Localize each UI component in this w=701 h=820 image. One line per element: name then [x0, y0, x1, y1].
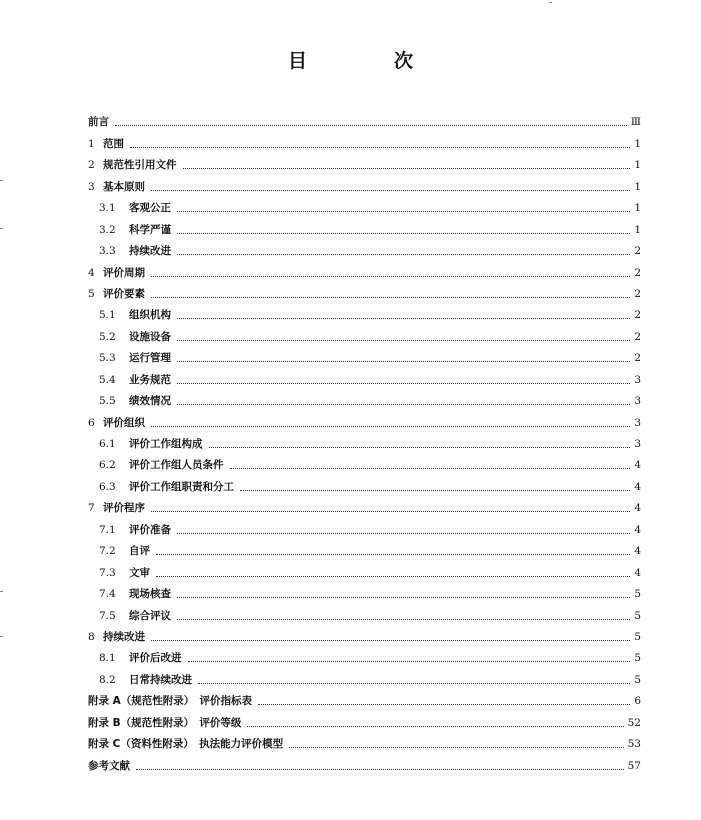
- toc-entry[interactable]: [88, 365, 641, 386]
- dot-leader: [209, 446, 631, 448]
- toc-entry-page: 2: [634, 266, 641, 279]
- toc-entry-number: 1: [88, 137, 95, 150]
- toc-entry-number: 5: [88, 287, 95, 300]
- toc-entry-page: 2: [634, 330, 641, 343]
- toc-entry[interactable]: [88, 494, 641, 515]
- toc-entry-label: 评价准备: [129, 523, 171, 536]
- dot-leader: [183, 167, 631, 169]
- toc-entry-number: 7.4: [99, 588, 116, 601]
- toc-entry-label: 附录 C（资料性附录） 执法能力评价模型: [88, 738, 284, 751]
- dot-leader: [151, 296, 630, 298]
- toc-entry-number: 8.2: [99, 673, 116, 686]
- dot-leader: [136, 768, 624, 770]
- scan-mark: [0, 228, 3, 229]
- dot-leader: [230, 467, 631, 469]
- toc-entry-page: 4: [634, 502, 641, 515]
- toc-entry[interactable]: [88, 215, 641, 236]
- toc-entry-number: 7.2: [99, 545, 116, 558]
- toc-entry-number: 8: [88, 630, 95, 643]
- toc-entry[interactable]: [88, 665, 641, 686]
- toc-entry[interactable]: [88, 301, 641, 322]
- toc-entry-label: 评价工作组人员条件: [129, 459, 224, 472]
- toc-entry-label: 参考文献: [88, 759, 130, 772]
- toc-entry-page: 1: [634, 159, 641, 172]
- dot-leader: [151, 639, 630, 641]
- dot-leader: [151, 510, 630, 512]
- toc-entry-page: 1: [634, 180, 641, 193]
- toc-entry-label: 评价工作组构成: [129, 438, 203, 450]
- toc-entry-page: 5: [634, 673, 641, 686]
- toc-entry-number: 3.2: [99, 223, 116, 236]
- toc-entry[interactable]: [88, 730, 641, 751]
- toc-entry-number: 4: [88, 266, 95, 279]
- toc-entry-page: 4: [634, 480, 641, 493]
- toc-entry[interactable]: [88, 558, 641, 579]
- toc-entry-page: 1: [634, 137, 641, 150]
- toc-entry-label: 评价工作组职责和分工: [129, 480, 234, 493]
- toc-entry-label: 现场核查: [129, 588, 171, 601]
- page-title: 目 次: [287, 50, 447, 72]
- toc-entry[interactable]: [88, 580, 641, 601]
- toc-entry[interactable]: [88, 344, 641, 365]
- dot-leader: [188, 660, 631, 662]
- toc-entry-label: 评价程序: [103, 502, 145, 515]
- toc-entry-number: 5.1: [99, 309, 116, 322]
- toc-entry[interactable]: [88, 537, 641, 558]
- scan-mark: [0, 636, 3, 637]
- toc-entry[interactable]: [88, 408, 641, 429]
- dot-leader: [177, 317, 630, 319]
- scan-mark: [0, 180, 3, 181]
- dot-leader: [177, 618, 630, 620]
- toc-entry-number: 5.3: [99, 352, 116, 365]
- toc-entry[interactable]: [88, 451, 641, 472]
- toc-entry-number: 7: [88, 502, 95, 515]
- toc-entry[interactable]: [88, 322, 641, 343]
- toc-entry-label: 前言: [88, 116, 109, 129]
- toc-entry[interactable]: [88, 129, 641, 150]
- toc-entry-number: 5.2: [99, 330, 116, 343]
- toc-entry-label: 文审: [129, 566, 150, 579]
- dot-leader: [156, 575, 630, 577]
- toc-entry-page: 3: [634, 416, 641, 429]
- dot-leader: [151, 275, 630, 277]
- toc-entry-page: 2: [634, 309, 641, 322]
- toc-entry-number: 7.1: [99, 523, 116, 536]
- toc-entry[interactable]: [88, 151, 641, 172]
- table-of-contents: [88, 108, 641, 773]
- toc-entry-page: 5: [634, 588, 641, 601]
- toc-entry[interactable]: [88, 237, 641, 258]
- toc-entry-page: 5: [634, 652, 641, 665]
- dot-leader: [177, 339, 630, 341]
- dot-leader: [177, 253, 630, 255]
- toc-entry-page: 4: [634, 545, 641, 558]
- dot-leader: [177, 360, 630, 362]
- toc-entry-number: 6.1: [99, 438, 116, 450]
- toc-entry-number: 3: [88, 180, 95, 193]
- toc-entry-label: 科学严谨: [129, 223, 171, 236]
- toc-entry-number: 5.5: [99, 395, 116, 408]
- dot-leader: [130, 146, 630, 148]
- toc-entry[interactable]: [88, 258, 641, 279]
- toc-entry-number: 5.4: [99, 373, 116, 386]
- toc-entry-page: 2: [634, 245, 641, 258]
- scan-mark: [0, 591, 3, 592]
- toc-entry-label: 持续改进: [103, 630, 145, 643]
- toc-entry-page: 3: [634, 438, 641, 450]
- toc-entry-label: 业务规范: [129, 373, 171, 386]
- dot-leader: [247, 725, 623, 727]
- toc-entry-number: 8.1: [99, 652, 116, 665]
- toc-entry-page: 3: [634, 373, 641, 386]
- toc-entry-number: 2: [88, 159, 95, 172]
- toc-entry-page: 6: [634, 695, 641, 708]
- dot-leader: [151, 425, 630, 427]
- dot-leader: [177, 596, 630, 598]
- toc-entry[interactable]: [88, 472, 641, 493]
- toc-entry-label: 绩效情况: [129, 395, 171, 408]
- toc-entry-number: 6.3: [99, 480, 116, 493]
- toc-entry-label: 设施设备: [129, 330, 171, 343]
- toc-entry-page: 53: [627, 738, 641, 751]
- toc-entry-page: 1: [634, 202, 641, 215]
- toc-entry-number: 3.3: [99, 245, 116, 258]
- toc-entry[interactable]: [88, 430, 641, 451]
- toc-entry-page: 5: [634, 630, 641, 643]
- toc-entry[interactable]: [88, 708, 641, 729]
- toc-entry-page: 2: [634, 352, 641, 365]
- dot-leader: [240, 489, 630, 491]
- scan-mark: [549, 2, 552, 3]
- dot-leader: [198, 682, 630, 684]
- toc-entry-label: 综合评议: [129, 609, 171, 622]
- dot-leader: [115, 124, 627, 126]
- toc-entry-label: 范围: [103, 137, 124, 150]
- toc-entry-page: 2: [634, 287, 641, 300]
- toc-entry-number: 3.1: [99, 202, 116, 215]
- dot-leader: [177, 532, 630, 534]
- toc-entry-label: 评价后改进: [129, 652, 182, 665]
- toc-entry-label: 日常持续改进: [129, 673, 192, 686]
- toc-entry-label: 附录 A（规范性附录） 评价指标表: [88, 695, 253, 708]
- toc-entry-number: 6: [88, 416, 95, 429]
- toc-entry-label: 规范性引用文件: [103, 159, 177, 172]
- toc-entry-page: 52: [627, 716, 641, 729]
- toc-entry-page: Ⅲ: [630, 116, 641, 129]
- toc-entry-label: 运行管理: [129, 352, 171, 365]
- toc-entry[interactable]: [88, 194, 641, 215]
- dot-leader: [177, 210, 630, 212]
- dot-leader: [258, 703, 630, 705]
- toc-entry-page: 4: [634, 459, 641, 472]
- toc-entry-label: 持续改进: [129, 245, 171, 258]
- toc-entry[interactable]: [88, 751, 641, 772]
- dot-leader: [151, 189, 630, 191]
- toc-entry[interactable]: [88, 687, 641, 708]
- toc-entry-label: 组织机构: [129, 309, 171, 322]
- toc-entry-page: 5: [634, 609, 641, 622]
- toc-entry[interactable]: [88, 280, 641, 301]
- dot-leader: [177, 403, 630, 405]
- dot-leader: [177, 382, 630, 384]
- dot-leader: [156, 553, 630, 555]
- toc-entry[interactable]: [88, 644, 641, 665]
- toc-entry-page: 4: [634, 566, 641, 579]
- toc-entry[interactable]: [88, 172, 641, 193]
- dot-leader: [289, 746, 624, 748]
- toc-entry-number: 7.3: [99, 566, 116, 579]
- dot-leader: [177, 232, 630, 234]
- toc-entry-number: 7.5: [99, 609, 116, 622]
- toc-entry-page: 3: [634, 395, 641, 408]
- toc-entry-label: 附录 B（规范性附录） 评价等级: [88, 716, 242, 729]
- toc-entry-number: 6.2: [99, 459, 116, 472]
- toc-entry[interactable]: [88, 623, 641, 644]
- toc-entry-label: 自评: [129, 545, 150, 558]
- toc-entry-label: 基本原则: [103, 180, 145, 193]
- toc-entry-label: 评价组织: [103, 416, 145, 429]
- toc-entry[interactable]: [88, 387, 641, 408]
- toc-entry-page: 1: [634, 223, 641, 236]
- toc-entry-label: 客观公正: [129, 202, 171, 215]
- toc-entry-label: 评价周期: [103, 266, 145, 279]
- toc-entry-label: 评价要素: [103, 287, 145, 300]
- toc-entry-page: 57: [627, 759, 641, 772]
- toc-entry[interactable]: [88, 601, 641, 622]
- toc-entry[interactable]: [88, 515, 641, 536]
- toc-entry[interactable]: [88, 108, 641, 129]
- toc-entry-page: 4: [634, 523, 641, 536]
